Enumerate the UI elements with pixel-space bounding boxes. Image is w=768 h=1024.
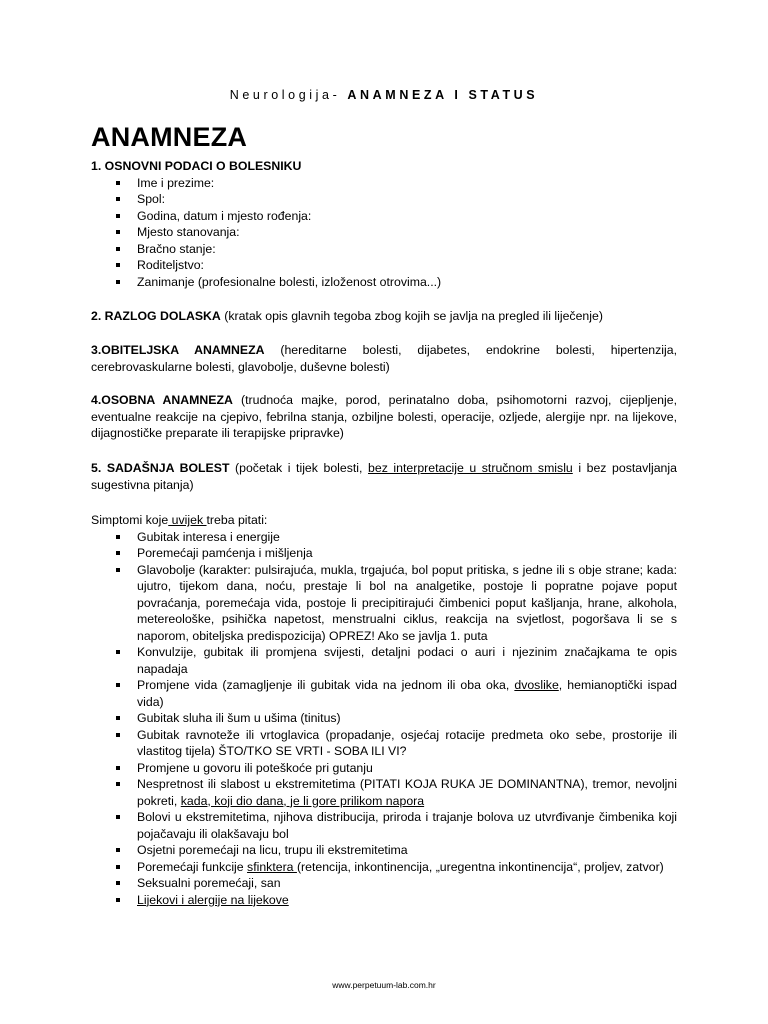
list-item: Ime i prezime:: [91, 175, 677, 192]
list-item: Glavobolje (karakter: pulsirajuća, mukla, trgajuća, bol poput pritiska, s jedne ili s obje strane; kada: ujutro, tijekom dana, noću, prestaje li bol na analgetike, postoje li popratne pojave poput povraćanja, poremećaja vida, postoje li precipitirajući čimbenici poput kašljanja, hrane, alkohola, metereološke, psihička napetost, menstrualni ciklus, reakcija na svjetlost, pogoršava li se s naporom, obiteljska predispozicija) OPREZ! Ako se javlja 1. puta: [91, 562, 677, 645]
list-item: Mjesto stanovanja:: [91, 224, 677, 241]
section-text: (početak i tijek bolesti,: [229, 461, 369, 475]
section-present-illness: [91, 460, 677, 493]
intro-text: treba pitati:: [206, 513, 268, 527]
page-title: ANAMNEZA: [91, 122, 248, 152]
symptoms-intro: [91, 512, 677, 529]
section-heading: 1. OSNOVNI PODACI O BOLESNIKU: [91, 159, 302, 173]
list-item: Gubitak ravnoteže ili vrtoglavica (propadanje, osjećaj rotacije predmeta oko sebe, prostorije ili vlastitog tijela) ŠTO/TKO SE VRTI - SOBA ILI VI?: [91, 727, 677, 760]
header-topic: ANAMNEZA I STATUS: [347, 88, 539, 102]
basic-data-list: [91, 175, 677, 291]
list-item-underlined: sfinktera: [247, 859, 297, 874]
list-item-underlined: dvoslike: [514, 678, 559, 692]
list-item: Poremećaji pamćenja i mišljenja: [91, 545, 677, 562]
section-family-history: [91, 342, 677, 375]
section-heading: 4.OSOBNA ANAMNEZA: [91, 393, 233, 407]
page-footer: www.perpetuum-lab.com.hr: [332, 980, 436, 990]
list-item: Osjetni poremećaji na licu, trupu ili ekstremitetima: [91, 842, 677, 859]
list-item: [91, 677, 677, 710]
section-heading: 5. SADAŠNJA BOLEST: [91, 461, 230, 475]
list-item: Konvulzije, gubitak ili promjena svijesti, detaljni podaci o auri i njezinim značajkama te opis napadaja: [91, 644, 677, 677]
list-item: Zanimanje (profesionalne bolesti, izloženost otrovima...): [91, 274, 677, 291]
intro-underlined: uvijek: [168, 513, 207, 527]
section-text: (kratak opis glavnih tegoba zbog kojih se javlja na pregled ili liječenje): [220, 309, 603, 323]
section-heading: 3.OBITELJSKA ANAMNEZA: [91, 343, 265, 357]
list-item-text: Poremećaji funkcije: [137, 859, 248, 874]
list-item: Godina, datum i mjesto rođenja:: [91, 208, 677, 225]
section-symptoms: [91, 512, 677, 908]
list-item: [91, 776, 677, 809]
list-item: [91, 859, 677, 876]
section-heading: 2. RAZLOG DOLASKA: [91, 309, 221, 323]
list-item: Seksualni poremećaji, san: [91, 875, 677, 892]
list-item: Gubitak sluha ili šum u ušima (tinitus): [91, 710, 677, 727]
section-text: i bez postavljanja sugestivna pitanja): [91, 461, 677, 492]
list-item-text: (retencija, inkontinencija, „uregentna inkontinencija“, proljev, zatvor): [296, 859, 664, 874]
section-basic-data: [91, 158, 677, 290]
list-item: Gubitak interesa i energije: [91, 529, 677, 546]
list-item-text: Nespretnost ili slabost u ekstremitetima (PITATI KOJA RUKA JE DOMINANTNA), tremor, nevoljni pokreti,: [137, 777, 677, 808]
section-text-underlined: bez interpretacije u stručnom smislu: [368, 461, 573, 475]
section-text: (hereditarne bolesti, dijabetes, endokrine bolesti, hipertenzija, cerebrovaskularne bolesti, glavobolje, duševne bolesti): [91, 343, 677, 374]
list-item-underlined: Lijekovi i alergije na lijekove: [137, 892, 289, 907]
list-item: Spol:: [91, 191, 677, 208]
list-item: [91, 892, 677, 909]
list-item-text: , hemianoptički ispad vida): [137, 678, 677, 709]
intro-text: Simptomi koje: [91, 513, 169, 527]
symptoms-list: [91, 529, 677, 909]
section-personal-history: [91, 392, 677, 442]
list-item-underlined: kada, koji dio dana, je li gore prilikom napora: [180, 793, 425, 808]
list-item: Promjene u govoru ili poteškoće pri gutanju: [91, 760, 677, 777]
page-header: [91, 88, 677, 102]
header-subject: Neurologija-: [229, 88, 348, 102]
section-text: (trudnoća majke, porod, perinatalno doba, psihomotorni razvoj, cijepljenje, eventualne reakcije na cjepivo, febrilna stanja, ozbiljne bolesti, operacije, ozljede, alergije npr. na lijekove, dijagnostičke preparate ili terapijske pripravke): [91, 393, 677, 440]
list-item-text: Promjene vida (zamagljenje ili gubitak vida na jednom ili oba oka,: [137, 678, 515, 692]
list-item: Roditeljstvo:: [91, 257, 677, 274]
section-reason-for-visit: [91, 308, 677, 325]
list-item: Bolovi u ekstremitetima, njihova distribucija, priroda i trajanje bolova uz utvrđivanje čimbenika koji pojačavaju ili olakšavaju bol: [91, 809, 677, 842]
list-item: Bračno stanje:: [91, 241, 677, 258]
